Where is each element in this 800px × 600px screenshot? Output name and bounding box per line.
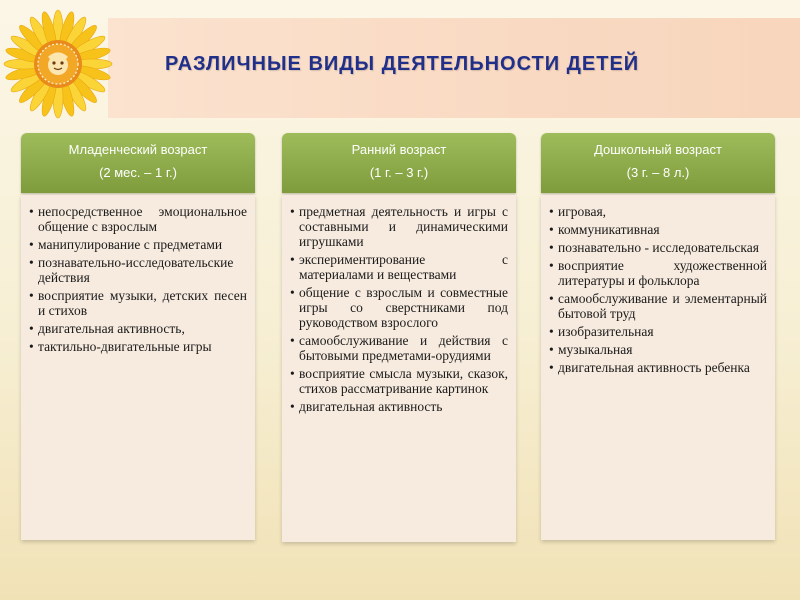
column-header-title: Дошкольный возраст: [594, 142, 722, 157]
list-item: • двигательная активность,: [29, 321, 247, 336]
column-early: [282, 133, 516, 542]
list-item: • восприятие художественной литературы и фольклора: [549, 258, 767, 288]
list-item: • коммуникативная: [549, 222, 767, 237]
list-item: • музыкальная: [549, 342, 767, 357]
column-body: [282, 195, 516, 542]
page-title: РАЗЛИЧНЫЕ ВИДЫ ДЕЯТЕЛЬНОСТИ ДЕТЕЙ: [165, 53, 640, 75]
activity-list: [290, 204, 508, 414]
column-header: [282, 133, 516, 193]
column-header: [541, 133, 775, 193]
list-item: • игровая,: [549, 204, 767, 219]
list-item: • манипулирование с предметами: [29, 237, 247, 252]
sunflower-logo-icon: [2, 8, 114, 120]
column-body: [541, 195, 775, 540]
list-item: • общение с взрослым и совместные игры со сверстниками под руководством взрослого: [290, 285, 508, 330]
column-header-age: (2 мес. – 1 г.): [99, 165, 177, 180]
list-item: • двигательная активность: [290, 399, 508, 414]
list-item: • изобразительная: [549, 324, 767, 339]
list-item: • непосредственное эмоциональное общение с взрослым: [29, 204, 247, 234]
column-header: [21, 133, 255, 193]
list-item: • самообслуживание и элементарный бытовой труд: [549, 291, 767, 321]
list-item: • двигательная активность ребенка: [549, 360, 767, 375]
list-item: • восприятие смысла музыки, сказок, стихов рассматривание картинок: [290, 366, 508, 396]
list-item: • тактильно-двигательные игры: [29, 339, 247, 354]
column-preschool: [541, 133, 775, 540]
activity-list: [549, 204, 767, 375]
list-item: • познавательно-исследовательские действия: [29, 255, 247, 285]
list-item: • восприятие музыки, детских песен и стихов: [29, 288, 247, 318]
column-header-age: (1 г. – 3 г.): [369, 165, 429, 180]
column-header-title: Ранний возраст: [351, 142, 447, 157]
list-item: • предметная деятельность и игры с составными и динамическими игрушками: [290, 204, 508, 249]
column-infant: [21, 133, 255, 540]
list-item: • экспериментирование с материалами и веществами: [290, 252, 508, 282]
list-item: • познавательно - исследовательская: [549, 240, 767, 255]
column-header-age: (3 г. – 8 л.): [626, 165, 690, 180]
column-body: [21, 195, 255, 540]
list-item: • самообслуживание и действия с бытовыми предметами-орудиями: [290, 333, 508, 363]
column-header-title: Младенческий возраст: [68, 142, 208, 157]
activity-list: [29, 204, 247, 354]
